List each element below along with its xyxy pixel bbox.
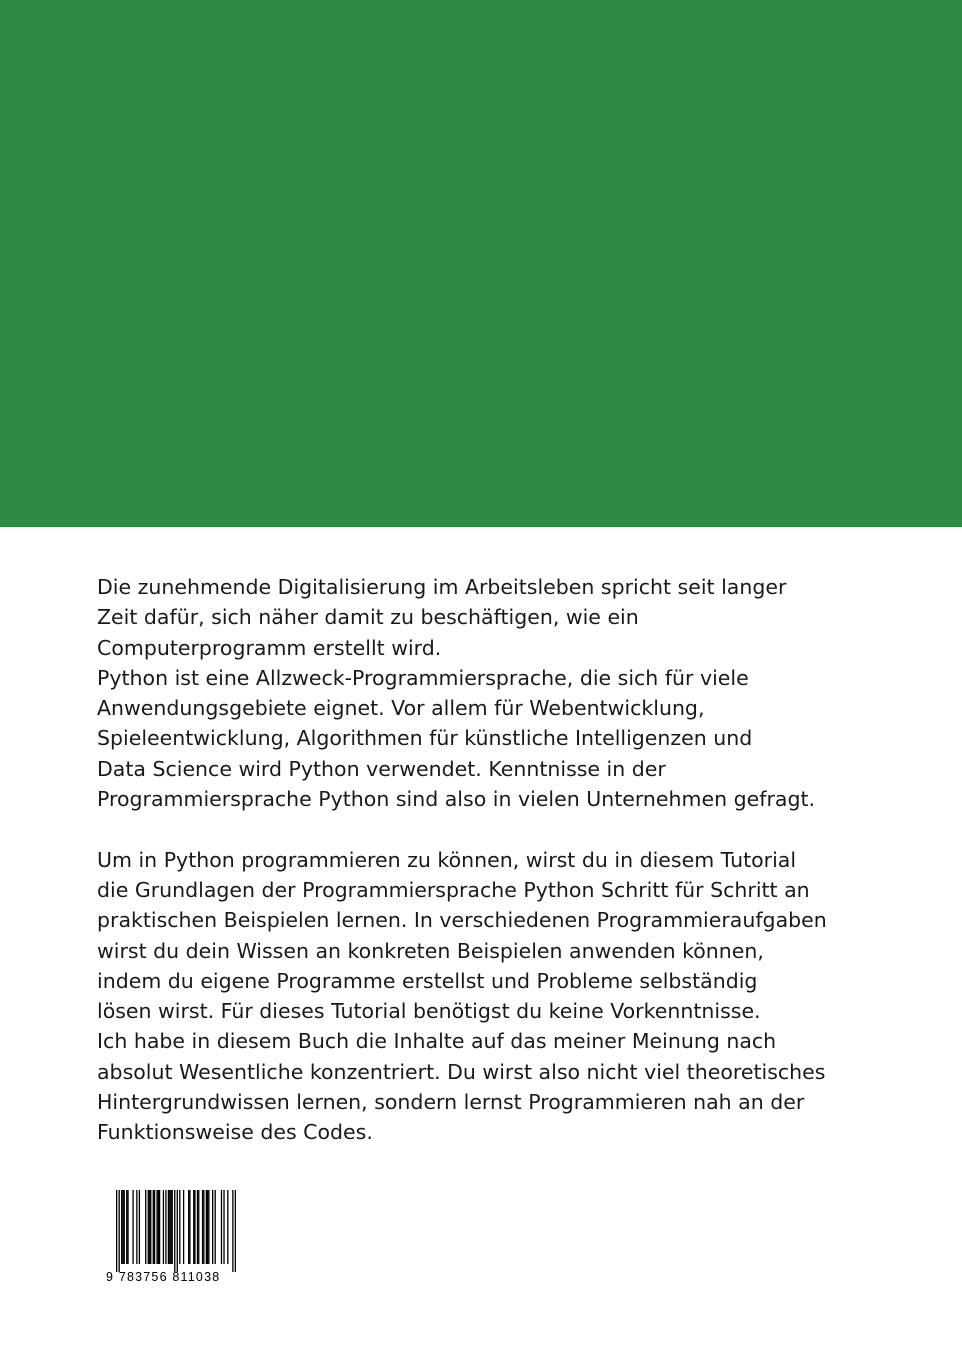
barcode-bar xyxy=(212,1190,213,1264)
barcode-bar xyxy=(206,1190,207,1264)
barcode-bar xyxy=(183,1190,184,1264)
cover-color-band xyxy=(0,0,962,527)
blurb-line: Zeit dafür, sich näher damit zu beschäftigen, wie ein xyxy=(97,605,639,630)
barcode-bar xyxy=(150,1190,151,1264)
barcode-bar xyxy=(159,1190,160,1264)
barcode-bar xyxy=(154,1190,155,1264)
barcode-bar xyxy=(122,1190,123,1264)
barcode-bar xyxy=(148,1190,149,1264)
barcode-bar xyxy=(156,1190,157,1264)
isbn-number: 9 783756 811038 xyxy=(106,1270,221,1284)
barcode-bar xyxy=(207,1190,208,1264)
barcode-bar xyxy=(188,1190,189,1264)
barcode-bar xyxy=(124,1190,125,1264)
barcode-bar xyxy=(174,1190,175,1272)
blurb-line: Funktionsweise des Codes. xyxy=(97,1120,373,1145)
barcode-bar xyxy=(194,1190,195,1264)
barcode-bar xyxy=(158,1190,159,1264)
blurb-line: praktischen Beispielen lernen. In verschiedenen Programmieraufgaben xyxy=(97,908,827,933)
barcode-bar xyxy=(116,1190,117,1272)
barcode-bar xyxy=(121,1190,122,1264)
barcode-bar xyxy=(163,1190,164,1264)
barcode-bar xyxy=(165,1190,166,1264)
blurb-line: lösen wirst. Für dieses Tutorial benötigst du keine Vorkenntnisse. xyxy=(97,999,761,1024)
barcode-bar xyxy=(235,1190,236,1272)
blurb-line: indem du eigene Programme erstellst und Probleme selbständig xyxy=(97,968,758,993)
blurb-line: Spieleentwicklung, Algorithmen für künstliche Intelligenzen und xyxy=(97,726,753,751)
blurb-line: absolut Wesentliche konzentriert. Du wirst also nicht viel theoretisches xyxy=(97,1059,826,1084)
barcode-bar xyxy=(208,1190,209,1264)
blurb-line: Computerprogramm erstellt wird. xyxy=(97,635,442,660)
blurb-line: Die zunehmende Digitalisierung im Arbeitsleben spricht seit langer xyxy=(97,575,787,599)
barcode-bar xyxy=(170,1190,171,1264)
barcode-bar xyxy=(227,1190,228,1264)
blurb-line: Anwendungsgebiete eignet. Vor allem für Webentwicklung, xyxy=(97,696,705,721)
barcode-bar xyxy=(179,1190,180,1264)
blurb-line: Hintergrundwissen lernen, sondern lernst Programmieren nah an der xyxy=(97,1090,805,1115)
barcode-bar xyxy=(136,1190,137,1264)
blurb-line: Programmiersprache Python sind also in vielen Unternehmen gefragt. xyxy=(97,787,816,812)
barcode-bar xyxy=(172,1190,173,1264)
barcode-bar xyxy=(127,1190,128,1264)
barcode-bar xyxy=(168,1190,169,1264)
barcode-bar xyxy=(149,1190,150,1264)
barcode-bar xyxy=(177,1190,178,1272)
barcode-bar xyxy=(223,1190,224,1264)
barcode-bar xyxy=(126,1190,127,1264)
barcode-bar xyxy=(169,1190,170,1264)
blurb-line: Data Science wird Python verwendet. Kenntnisse in der xyxy=(97,756,666,781)
barcode-bar xyxy=(139,1190,140,1264)
barcode-bar xyxy=(198,1190,199,1264)
barcode-bar xyxy=(202,1190,203,1264)
barcode-bar xyxy=(132,1190,133,1264)
blurb-line: die Grundlagen der Programmiersprache Python Schritt für Schritt an xyxy=(97,877,810,902)
barcode-bar xyxy=(193,1190,194,1264)
barcode-bar xyxy=(215,1190,216,1264)
barcode-bar xyxy=(203,1190,204,1264)
barcode-bar xyxy=(145,1190,146,1264)
blurb-line: Um in Python programmieren zu können, wirst du in diesem Tutorial xyxy=(97,847,797,872)
blurb-line: Python ist eine Allzweck-Programmiersprache, die sich für viele xyxy=(97,665,749,690)
isbn-barcode xyxy=(106,1186,240,1290)
back-cover-blurb xyxy=(97,572,877,1148)
barcode-bar xyxy=(197,1190,198,1264)
barcode-bar xyxy=(119,1190,120,1272)
barcode-bar xyxy=(189,1190,190,1264)
barcode-bars xyxy=(116,1190,236,1272)
barcode-bar xyxy=(153,1190,154,1264)
blurb-line: wirst du dein Wissen an konkreten Beispielen anwenden können, xyxy=(97,938,764,963)
barcode-bar xyxy=(221,1190,222,1264)
barcode-bar xyxy=(232,1190,233,1272)
blurb-line: Ich habe in diesem Buch die Inhalte auf das meiner Meinung nach xyxy=(97,1029,777,1054)
